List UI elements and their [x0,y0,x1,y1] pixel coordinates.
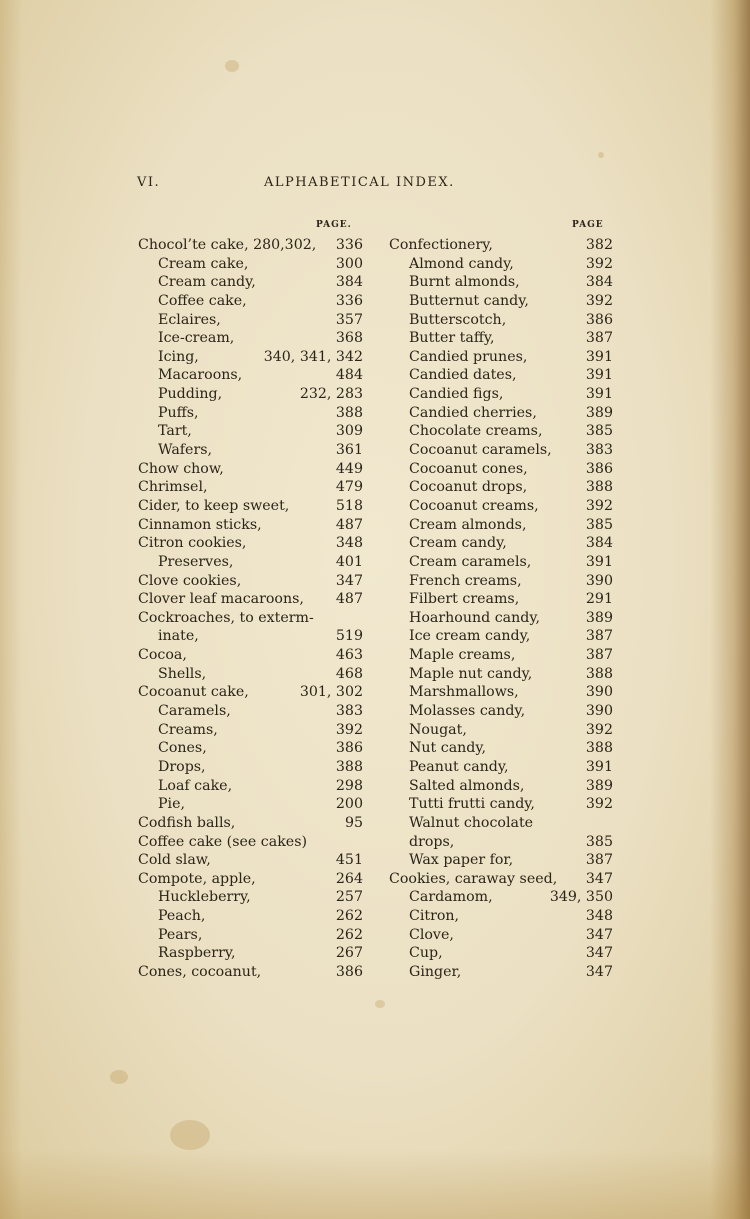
entry-text: Clover leaf macaroons, [138,591,304,608]
index-entry [138,627,363,646]
entry-text: Pears, [158,926,203,943]
entry-pages: 390 [585,703,613,720]
entry-pages: 463 [335,647,363,664]
entry-text: Ginger, [409,963,462,980]
entry-pages: 347 [585,926,613,943]
index-entry [389,311,613,330]
entry-text: Cream cake, [158,255,249,272]
index-entry [138,516,363,535]
index-entry [389,907,613,926]
index-entry [138,553,363,572]
index-entry [138,758,363,777]
entry-pages: 391 [585,348,613,365]
entry-text: Puffs, [158,404,199,421]
entry-pages: 384 [335,274,363,291]
entry-pages: 387 [585,647,613,664]
entry-pages: 388 [585,665,613,682]
index-entry [389,292,613,311]
index-entry [389,888,613,907]
entry-pages: 357 [335,311,363,328]
entry-text: drops, [409,833,455,850]
entry-text: Chow chow, [138,460,224,477]
entry-text: Cider, to keep sweet, [138,497,290,514]
index-entry [389,404,613,423]
index-entry [138,348,363,367]
index-entry [138,590,363,609]
index-entry [138,441,363,460]
entry-pages: 232, 283 [299,386,363,403]
entry-text: Salted almonds, [409,777,525,794]
paper-stain [110,1070,128,1084]
entry-pages: 336 [335,237,363,253]
entry-text: French creams, [409,572,522,589]
entry-text: Clove, [409,926,454,943]
index-entry [389,926,613,945]
index-entry [389,665,613,684]
index-entry [389,609,613,628]
entry-pages: 300 [335,255,363,272]
entry-pages: 298 [335,777,363,794]
entry-pages: 389 [585,609,613,626]
entry-text: Tart, [158,423,192,440]
entry-text: Nut candy, [409,740,487,757]
entry-text: Maple nut candy, [409,665,533,682]
index-entry [389,833,613,852]
index-entry [138,814,363,833]
page-title: ALPHABETICAL INDEX. [264,175,455,190]
entry-pages: 386 [585,311,613,328]
index-entry [138,292,363,311]
index-entry [138,963,363,982]
index-entry [138,478,363,497]
entry-pages: 519 [335,628,363,645]
entry-text: Eclaires, [158,311,221,328]
index-entry [389,721,613,740]
entry-text: Butter taffy, [409,330,495,347]
entry-pages: 386 [335,963,363,980]
entry-pages: 389 [585,777,613,794]
paper-stain [225,60,239,72]
page-number-roman: VI. [137,175,161,190]
entry-pages: 336 [335,292,363,309]
entry-pages: 383 [585,442,613,459]
index-entry [389,777,613,796]
index-entry [138,702,363,721]
entry-text: Shells, [158,665,207,682]
entry-pages: 368 [335,330,363,347]
index-entry [138,926,363,945]
entry-text: Caramels, [158,703,231,720]
index-entry [138,273,363,292]
index-entry [389,422,613,441]
index-entry [389,702,613,721]
entry-text: Citron, [409,908,460,925]
entry-pages: 391 [585,367,613,384]
entry-text: Chrimsel, [138,479,208,496]
index-entry [138,385,363,404]
entry-pages: 451 [335,852,363,869]
entry-pages: 449 [335,460,363,477]
index-entry [389,460,613,479]
entry-pages: 392 [585,497,613,514]
index-entry [389,478,613,497]
entry-text: Cocoanut cake, [138,684,249,701]
entry-text: Cocoanut creams, [409,497,539,514]
entry-text: inate, [158,628,199,645]
entry-text: Cookies, caraway seed, [389,870,558,887]
entry-pages: 385 [585,423,613,440]
page-bottom-edge [0,1149,750,1219]
entry-pages: 347 [335,572,363,589]
index-entry [389,385,613,404]
entry-text: Pie, [158,796,185,813]
entry-pages: 384 [585,274,613,291]
entry-pages: 309 [335,423,363,440]
entry-pages: 349, 350 [549,889,613,906]
entry-text: Nougat, [409,721,467,738]
index-entry [138,888,363,907]
entry-pages: 392 [335,721,363,738]
entry-text: Almond candy, [409,255,514,272]
index-entry [389,236,613,255]
entry-text: Cocoa, [138,647,187,664]
entry-text: Raspberry, [158,945,236,962]
index-entry [138,497,363,516]
entry-pages: 392 [585,292,613,309]
entry-pages: 391 [585,553,613,570]
entry-pages: 382 [585,237,613,253]
index-entry [138,329,363,348]
entry-text: Pudding, [158,386,223,403]
entry-text: Icing, [158,348,199,365]
index-entry [389,795,613,814]
entry-pages: 348 [585,908,613,925]
index-entry [389,870,613,889]
index-entry [389,572,613,591]
entry-text: Macaroons, [158,367,243,384]
entry-pages: 383 [335,703,363,720]
index-entry [138,777,363,796]
index-entry [389,627,613,646]
entry-pages: 388 [335,404,363,421]
index-entry [138,683,363,702]
entry-pages: 391 [585,386,613,403]
index-entry [389,273,613,292]
index-entry [138,366,363,385]
entry-text: Compote, apple, [138,870,256,887]
entry-pages: 301, 302 [299,684,363,701]
index-entry [138,311,363,330]
index-entry [389,329,613,348]
left-index-column [138,236,363,982]
entry-text: Cup, [409,945,443,962]
entry-text: Butternut candy, [409,292,529,309]
index-entry [138,460,363,479]
entry-pages: 387 [585,330,613,347]
entry-text: Marshmallows, [409,684,519,701]
index-entry [389,590,613,609]
index-entry [389,758,613,777]
index-entry [389,348,613,367]
index-entry [138,907,363,926]
entry-text: Peanut candy, [409,758,509,775]
entry-text: Peach, [158,908,206,925]
paper-stain [170,1120,210,1150]
index-entry [389,497,613,516]
entry-text: Ice cream candy, [409,628,531,645]
entry-text: Huckleberry, [158,889,251,906]
index-entry [138,236,363,255]
index-entry [138,739,363,758]
entry-pages: 487 [335,591,363,608]
index-entry [138,944,363,963]
entry-pages: 487 [335,516,363,533]
entry-pages: 390 [585,684,613,701]
entry-pages: 392 [585,796,613,813]
index-entry [138,833,363,852]
entry-text: Candied figs, [409,386,504,403]
entry-text: Clove cookies, [138,572,242,589]
entry-text: Drops, [158,758,206,775]
right-index-column [389,236,613,982]
entry-pages: 386 [585,460,613,477]
entry-pages: 479 [335,479,363,496]
entry-pages: 392 [585,721,613,738]
entry-text: Coffee cake (see cakes) [138,833,308,850]
entry-pages: 262 [335,926,363,943]
index-entry [389,534,613,553]
entry-pages: 348 [335,535,363,552]
entry-text: Cream caramels, [409,553,532,570]
entry-pages: 347 [585,945,613,962]
entry-text: Hoarhound candy, [409,609,540,626]
entry-pages: 518 [335,497,363,514]
left-page-column-label: PAGE. [316,220,352,230]
index-entry [389,944,613,963]
entry-text: Loaf cake, [158,777,233,794]
entry-pages: 347 [585,870,613,887]
entry-text: Ice-cream, [158,330,235,347]
index-entry [138,646,363,665]
entry-text: Creams, [158,721,218,738]
index-entry [389,553,613,572]
index-entry [389,814,613,833]
entry-pages: 389 [585,404,613,421]
entry-pages: 257 [335,889,363,906]
entry-pages: 387 [585,852,613,869]
entry-text: Cream candy, [158,274,256,291]
entry-text: Maple creams, [409,647,516,664]
index-entry [138,870,363,889]
paper-stain [375,1000,385,1008]
entry-text: Cocoanut drops, [409,479,528,496]
entry-text: Cream candy, [409,535,507,552]
entry-text: Cocoanut cones, [409,460,528,477]
entry-text: Preserves, [158,553,234,570]
index-entry [138,255,363,274]
entry-text: Candied prunes, [409,348,528,365]
entry-pages: 401 [335,553,363,570]
index-entry [138,422,363,441]
entry-text: Butterscotch, [409,311,507,328]
entry-pages: 388 [335,758,363,775]
entry-text: Cold slaw, [138,852,211,869]
entry-pages: 385 [585,833,613,850]
page-header [0,175,750,195]
index-entry [138,609,363,628]
index-entry [389,851,613,870]
entry-pages: 387 [585,628,613,645]
index-entry [389,683,613,702]
paper-stain [598,152,604,158]
index-entry [138,404,363,423]
entry-pages: 468 [335,665,363,682]
entry-text: Burnt almonds, [409,274,520,291]
entry-pages: 388 [585,740,613,757]
entry-text: Wax paper for, [409,852,514,869]
index-entry [389,739,613,758]
entry-pages: 264 [335,870,363,887]
entry-pages: 95 [344,814,363,831]
index-entry [389,516,613,535]
entry-pages: 361 [335,442,363,459]
entry-pages: 200 [335,796,363,813]
entry-text: Cocoanut caramels, [409,442,552,459]
entry-text: Cinnamon sticks, [138,516,262,533]
entry-pages: 386 [335,740,363,757]
index-entry [138,534,363,553]
index-entry [389,366,613,385]
entry-text: Codfish balls, [138,814,236,831]
entry-pages: 391 [585,758,613,775]
entry-pages: 291 [585,591,613,608]
index-entry [138,572,363,591]
entry-text: Wafers, [158,442,213,459]
entry-pages: 267 [335,945,363,962]
entry-text: Coffee cake, [158,292,247,309]
entry-pages: 384 [585,535,613,552]
index-entry [138,851,363,870]
entry-text: Candied dates, [409,367,517,384]
entry-pages: 392 [585,255,613,272]
entry-text: Filbert creams, [409,591,520,608]
entry-text: Chocol’te cake, 280,302, [138,237,317,253]
entry-pages: 347 [585,963,613,980]
entry-text: Cones, [158,740,207,757]
index-entry [389,255,613,274]
right-page-column-label: PAGE [572,220,604,230]
entry-pages: 262 [335,908,363,925]
entry-text: Cockroaches, to exterm- [138,609,314,626]
entry-text: Confectionery, [389,237,493,253]
entry-text: Walnut chocolate [409,814,534,831]
entry-pages: 484 [335,367,363,384]
index-entry [138,665,363,684]
entry-pages: 385 [585,516,613,533]
entry-text: Candied cherries, [409,404,537,421]
entry-text: Chocolate creams, [409,423,543,440]
entry-text: Cream almonds, [409,516,527,533]
index-entry [138,721,363,740]
entry-pages: 388 [585,479,613,496]
index-entry [138,795,363,814]
index-entry [389,441,613,460]
entry-pages: 390 [585,572,613,589]
entry-text: Cones, cocoanut, [138,963,262,980]
index-entry [389,963,613,982]
entry-text: Citron cookies, [138,535,247,552]
index-entry [389,646,613,665]
entry-text: Cardamom, [409,889,493,906]
entry-text: Tutti frutti candy, [409,796,535,813]
entry-text: Molasses candy, [409,703,526,720]
entry-pages: 340, 341, 342 [263,348,363,365]
